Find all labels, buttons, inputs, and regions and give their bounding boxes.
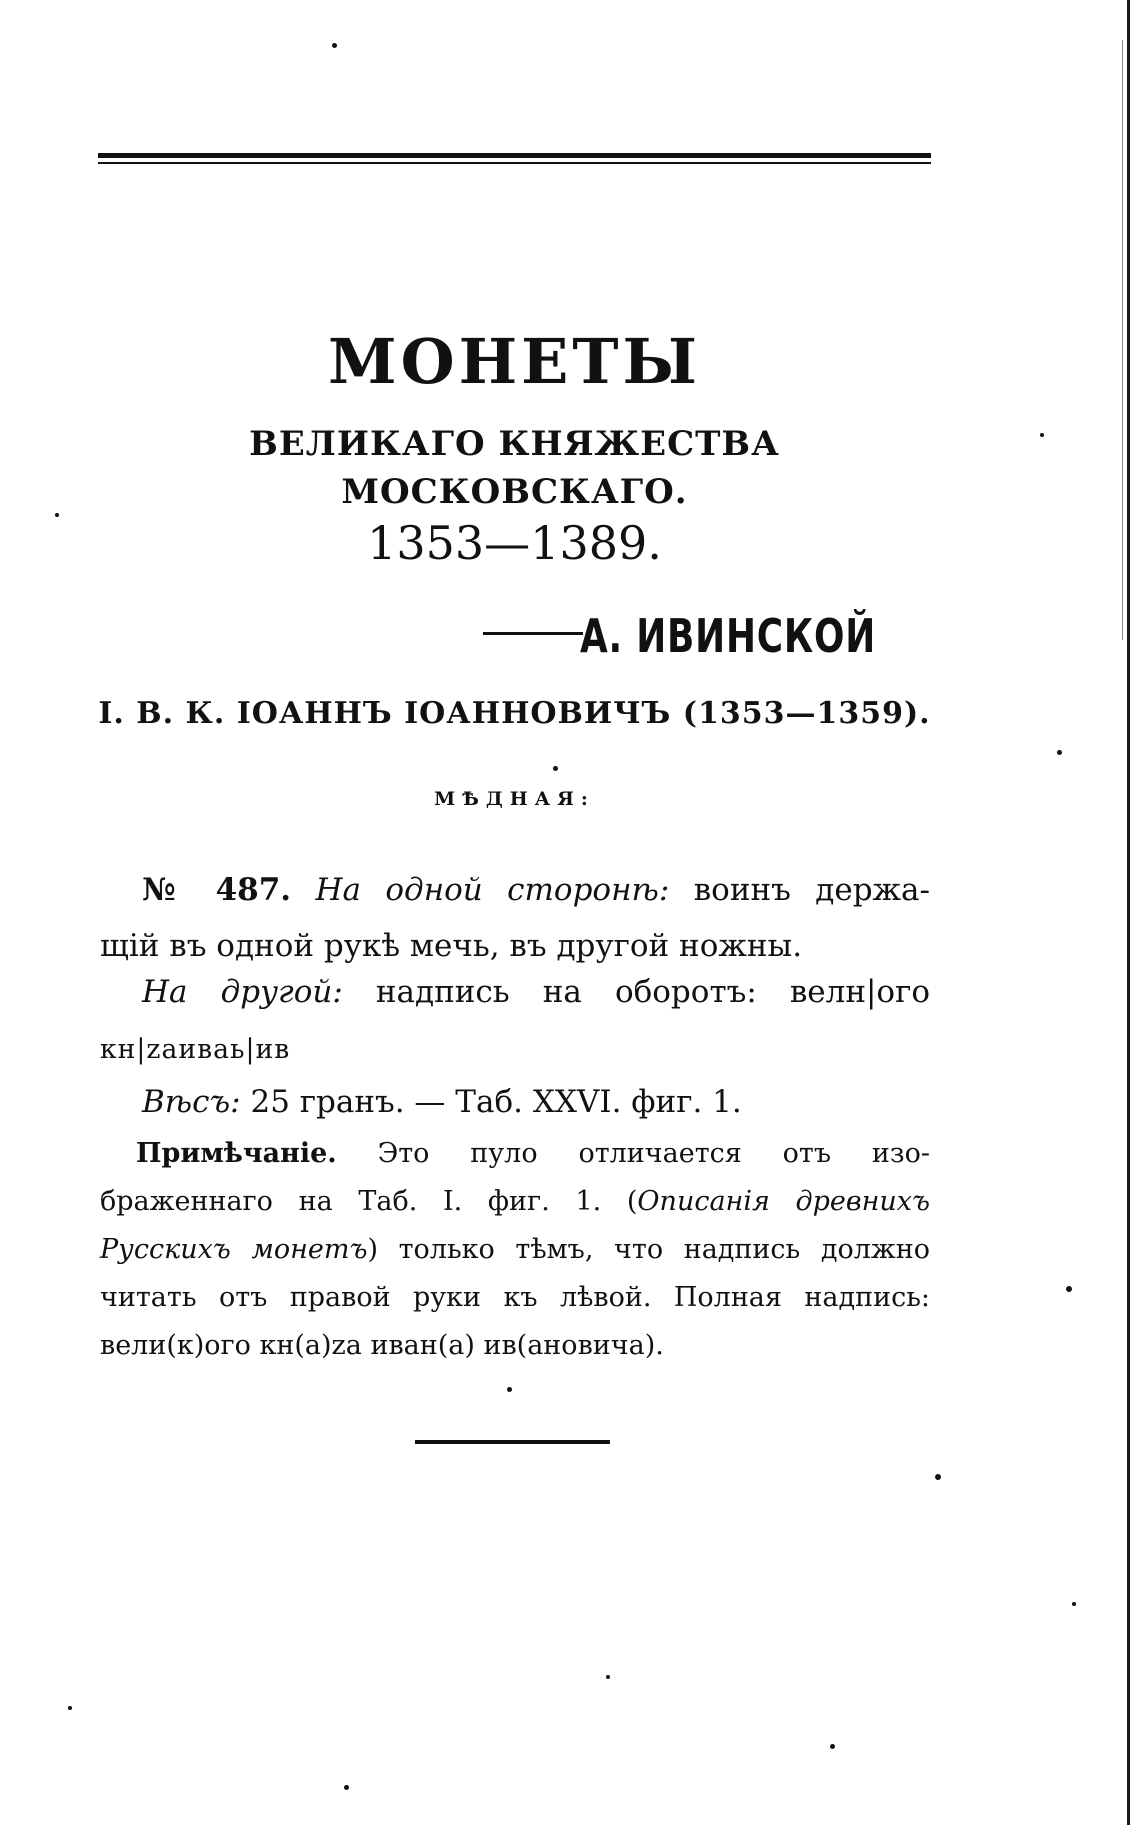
reverse-label: На другой: — [142, 974, 343, 1010]
note-reference: Описанія древнихъ Русскихъ монетъ — [100, 1186, 931, 1265]
entry-obverse — [100, 862, 930, 918]
scan-speck — [507, 1387, 512, 1392]
entry-number: № 487. — [142, 872, 292, 908]
scan-speck — [1066, 1286, 1072, 1292]
weight-text: 25 гранъ. — Таб. XXVI. фиг. 1. — [250, 1084, 742, 1120]
note-text-2: ) только тѣмъ, что надпись должно читать отъ правой руки къ лѣвой. Полная надпись: вели(к)ого кн(а)zа иван(а) ив(ановича). — [100, 1234, 930, 1361]
page-edge-shadow — [1122, 40, 1123, 640]
note-label: Примѣчаніе. — [136, 1138, 337, 1169]
obverse-text-cont: щій въ одной рукѣ мечь, въ другой ножны. — [100, 928, 803, 964]
scan-speck — [935, 1474, 941, 1480]
page-title: МОНЕТЫ — [327, 325, 702, 398]
scan-speck — [55, 513, 59, 517]
scan-speck — [332, 43, 337, 48]
scan-speck — [344, 1785, 349, 1790]
entry-weight — [100, 1074, 930, 1130]
entry-reverse-cont — [100, 1020, 930, 1078]
year-range: 1353—1389. — [367, 516, 662, 570]
note-text-1: Это пуло отличается отъ изо-браженнаго на Таб. I. фиг. 1. ( — [100, 1138, 930, 1217]
scan-speck — [68, 1706, 72, 1710]
note-paragraph — [100, 1130, 930, 1370]
material-label: МѢДНАЯ: — [434, 788, 595, 810]
page-subtitle: ВЕЛИКАГО КНЯЖЕСТВА МОСКОВСКАГО. — [249, 424, 780, 512]
ownership-stamp: А. ИВИНСКОЙ — [580, 609, 877, 663]
obverse-label: На одной сторонѣ: — [315, 872, 670, 908]
bottom-rule — [415, 1440, 610, 1444]
scan-speck — [1057, 750, 1062, 755]
obverse-text: воинъ держа- — [693, 872, 931, 908]
ownership-stamp-rule — [483, 632, 583, 635]
reverse-text-cont: кн|zаиваь|ив — [100, 1034, 291, 1065]
ruler-heading: I. В. К. ІОАННЪ ІОАННОВИЧЪ (1353—1359). — [98, 696, 931, 731]
entry-reverse — [100, 964, 930, 1020]
scan-speck — [606, 1675, 610, 1679]
scan-speck — [553, 766, 558, 771]
scan-speck — [1072, 1602, 1076, 1606]
top-rule-thin — [98, 162, 931, 164]
scan-speck — [1040, 433, 1044, 437]
page-edge — [1127, 0, 1130, 1825]
scan-speck — [830, 1744, 835, 1749]
weight-label: Вѣсъ: — [142, 1084, 241, 1120]
reverse-text: надпись на оборотъ: велн|ого — [375, 974, 930, 1010]
top-rule — [98, 153, 931, 158]
